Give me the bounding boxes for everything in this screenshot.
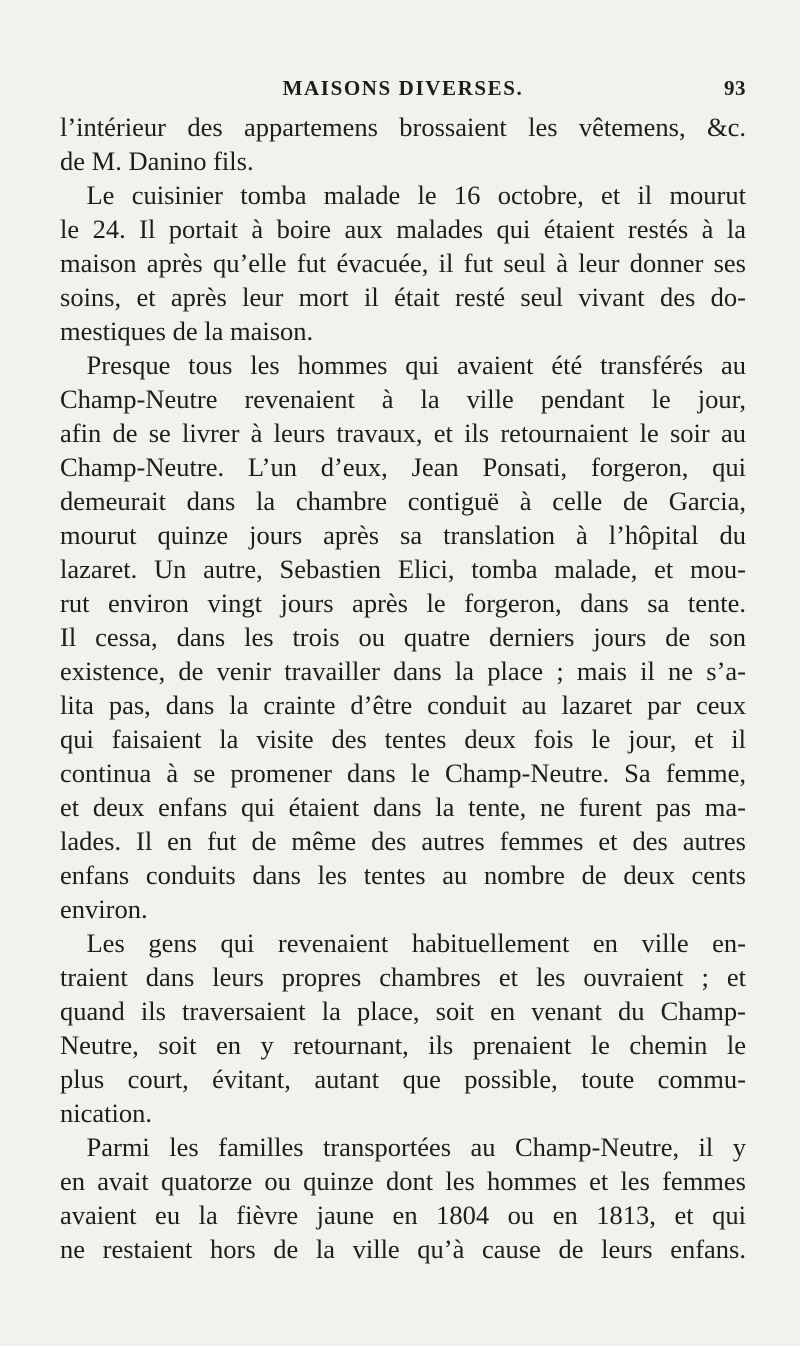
text-line: ne restaient hors de la ville qu’à cause de leurs enfans. [60,1234,746,1264]
text-line: et deux enfans qui étaient dans la tente, ne furent pas ma- [60,792,746,822]
text-line: Presque tous les hommes qui avaient été transférés au [60,350,746,380]
text-line: Parmi les familles transportées au Champ-Neutre, il y [60,1132,746,1162]
text-line: en avait quatorze ou quinze dont les hommes et les femmes [60,1166,746,1196]
text-line: Il cessa, dans les trois ou quatre derniers jours de son [60,622,746,652]
running-head [60,76,746,110]
text-line: maison après qu’elle fut évacuée, il fut seul à leur donner ses [60,248,746,278]
text-line: lades. Il en fut de même des autres femmes et des autres [60,826,746,856]
text-line: soins, et après leur mort il était resté seul vivant des do- [60,282,746,312]
text-line: Champ-Neutre revenaient à la ville pendant le jour, [60,384,746,414]
text-line: continua à se promener dans le Champ-Neutre. Sa femme, [60,758,746,788]
text-line: environ. [60,894,148,924]
text-line: lazaret. Un autre, Sebastien Elici, tomba malade, et mou- [60,554,746,584]
text-line: avaient eu la fièvre jaune en 1804 ou en 1813, et qui [60,1200,746,1230]
text-line: l’intérieur des appartemens brossaient les vêtemens, &c. [60,112,746,142]
text-line: nication. [60,1098,152,1128]
text-line: quand ils traversaient la place, soit en venant du Champ- [60,996,746,1026]
text-line: qui faisaient la visite des tentes deux fois le jour, et il [60,724,746,754]
text-line: lita pas, dans la crainte d’être conduit au lazaret par ceux [60,690,746,720]
text-line: Les gens qui revenaient habituellement en ville en- [60,928,746,958]
text-line: mestiques de la maison. [60,316,314,346]
text-line: rut environ vingt jours après le forgeron, dans sa tente. [60,588,746,618]
text-line: enfans conduits dans les tentes au nombre de deux cents [60,860,746,890]
page-number: 93 [724,76,746,100]
body-text [60,110,746,1266]
text-line: traient dans leurs propres chambres et les ouvraient ; et [60,962,746,992]
text-line: de M. Danino fils. [60,146,254,176]
text-line: mourut quinze jours après sa translation à l’hôpital du [60,520,746,550]
text-line: le 24. Il portait à boire aux malades qui étaient restés à la [60,214,746,244]
text-line: Neutre, soit en y retournant, ils prenaient le chemin le [60,1030,746,1060]
text-line: Champ-Neutre. L’un d’eux, Jean Ponsati, forgeron, qui [60,452,746,482]
text-line: afin de se livrer à leurs travaux, et ils retournaient le soir au [60,418,746,448]
text-line: Le cuisinier tomba malade le 16 octobre, et il mourut [60,180,746,210]
running-title: MAISONS DIVERSES. [282,76,524,100]
text-line: demeurait dans la chambre contiguë à celle de Garcia, [60,486,746,516]
text-line: existence, de venir travailler dans la place ; mais il ne s’a- [60,656,746,686]
text-line: plus court, évitant, autant que possible, toute commu- [60,1064,746,1094]
